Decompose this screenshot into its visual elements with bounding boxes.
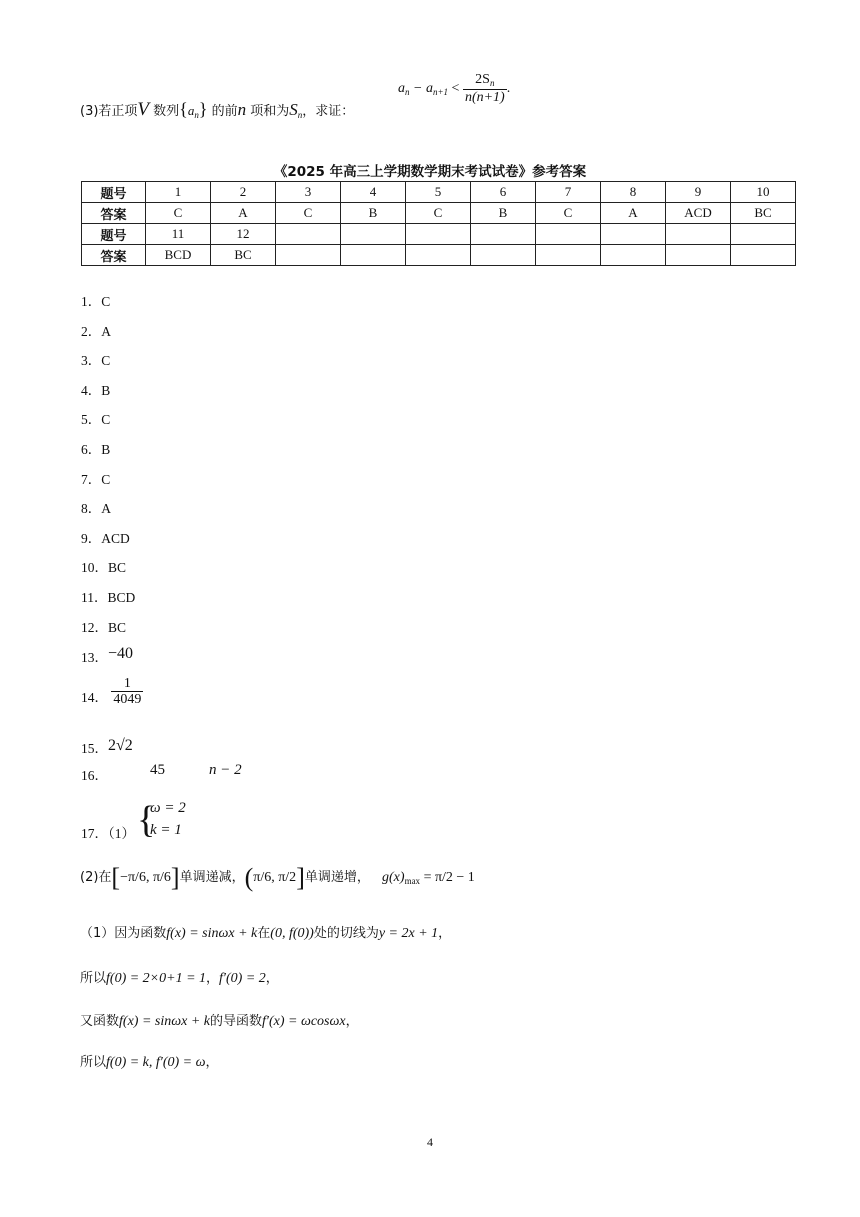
- table-cell: 11: [146, 224, 211, 245]
- table-cell: B: [341, 203, 406, 224]
- answer-number: 7．: [81, 471, 102, 487]
- answer-item: [81, 468, 110, 488]
- solution-line-2: 所以f(0) = 2×0+1 = 1，f′(0) = 2，: [80, 971, 279, 986]
- table-cell: [666, 245, 731, 266]
- q3-mid4: ，求证：: [302, 104, 355, 119]
- table-cell: BCD: [146, 245, 211, 266]
- q3-n: n: [237, 100, 247, 119]
- q3-mid1: 数列: [149, 104, 180, 119]
- table-cell: 8: [601, 182, 666, 203]
- answer-number: 12．: [81, 619, 108, 635]
- q3-mid2: 的前: [207, 104, 238, 119]
- table-cell: C: [406, 203, 471, 224]
- answer-value: C: [101, 412, 111, 428]
- table-cell: [406, 245, 471, 266]
- table-cell: [341, 224, 406, 245]
- answer-number: 8．: [81, 501, 102, 517]
- table-cell: 3: [276, 182, 341, 203]
- table-cell: [471, 245, 536, 266]
- answer-value: BCD: [107, 590, 136, 605]
- answer-number: 2．: [81, 323, 102, 339]
- table-row: [82, 182, 796, 203]
- answer-value: BC: [108, 560, 127, 576]
- q3-fraction: $\frac{2S_n}{n(n+1)}$: [464, 72, 505, 105]
- table-header-cell: 答案: [82, 245, 146, 266]
- answer-value: A: [101, 323, 111, 339]
- answer-item: [81, 349, 110, 369]
- q3-prefix: (3)若正项: [80, 104, 138, 119]
- answer-number: 11．: [81, 590, 108, 605]
- table-cell: 1: [146, 182, 211, 203]
- answer-17-part2: (2)在[−π/6, π/6]单调递减，(π/6, π/2]单调递增， $g(x)_{max} = \pi/2 - 1$: [80, 863, 475, 892]
- q3-S: $S_n$: [289, 100, 303, 120]
- answer-table: [81, 181, 796, 266]
- table-cell: 2: [211, 182, 276, 203]
- solution-line-1: （1）因为函数f(x) = sinωx + k在(0, f(0))处的切线为y = 2x + 1，: [80, 926, 452, 941]
- table-cell: 10: [731, 182, 796, 203]
- table-header-cell: 答案: [82, 203, 146, 224]
- answer-item: [81, 616, 126, 636]
- solution-line-4: 所以f(0) = k, f′(0) = ω，: [80, 1055, 219, 1070]
- answer-value: B: [101, 442, 111, 457]
- answer-value: C: [101, 294, 111, 309]
- table-cell: [601, 224, 666, 245]
- answer-value: A: [101, 501, 111, 517]
- answer-item: [81, 438, 110, 458]
- answer-item: [81, 320, 111, 340]
- answer-item: [81, 527, 130, 547]
- q3-V: V: [137, 99, 150, 120]
- q3-mid3: 项和为: [246, 104, 290, 119]
- q3-seq: $\{a_n\}$: [179, 99, 208, 120]
- solution-line-3: 又函数f(x) = sinωx + k的导函数f′(x) = ωcosωx，: [80, 1014, 359, 1029]
- answer-value: BC: [108, 619, 127, 635]
- table-row: [82, 224, 796, 245]
- answer-number: 6．: [81, 442, 102, 457]
- answer-value: C: [101, 353, 111, 369]
- table-cell: [731, 224, 796, 245]
- answer-table-title: 《2025 年高三上学期数学期末考试试卷》参考答案: [273, 164, 587, 180]
- table-cell: 12: [211, 224, 276, 245]
- table-cell: A: [601, 203, 666, 224]
- answer-number: 10．: [81, 560, 108, 576]
- table-row: [82, 203, 796, 224]
- answer-number: 9．: [81, 530, 102, 546]
- table-cell: B: [471, 203, 536, 224]
- answer-item: [81, 408, 110, 428]
- answer-item: [81, 497, 111, 517]
- table-cell: C: [536, 203, 601, 224]
- answer-number: 5．: [81, 412, 102, 428]
- answer-value: B: [101, 382, 111, 398]
- table-header-cell: 题号: [82, 224, 146, 245]
- answer-value: ACD: [101, 530, 130, 546]
- answer-item: [81, 586, 135, 606]
- question-3-line: [80, 88, 354, 130]
- answer-number: 3．: [81, 353, 102, 369]
- table-cell: [601, 245, 666, 266]
- table-cell: BC: [731, 203, 796, 224]
- table-cell: C: [146, 203, 211, 224]
- table-cell: [341, 245, 406, 266]
- table-cell: [276, 224, 341, 245]
- answer-item: [81, 379, 110, 399]
- answer-number: 4．: [81, 382, 102, 398]
- table-cell: [536, 245, 601, 266]
- table-cell: 4: [341, 182, 406, 203]
- table-cell: C: [276, 203, 341, 224]
- answer-15: 15．2√2: [81, 737, 133, 756]
- table-cell: BC: [211, 245, 276, 266]
- answer-value: C: [101, 471, 111, 487]
- table-cell: 5: [406, 182, 471, 203]
- answer-item: [81, 290, 110, 310]
- table-cell: [471, 224, 536, 245]
- table-cell: 9: [666, 182, 731, 203]
- table-cell: 7: [536, 182, 601, 203]
- table-cell: [276, 245, 341, 266]
- table-cell: [536, 224, 601, 245]
- answer-14: 14． $\frac{1}{4049}$: [81, 676, 142, 708]
- table-cell: [731, 245, 796, 266]
- table-cell: ACD: [666, 203, 731, 224]
- table-row: [82, 245, 796, 266]
- answer-13: 13．−40: [81, 645, 134, 665]
- answer-item: [81, 556, 126, 576]
- table-cell: A: [211, 203, 276, 224]
- table-cell: [666, 224, 731, 245]
- answer-number: 1．: [81, 294, 102, 309]
- answer-16: 16． 45 n − 2: [81, 762, 242, 783]
- page-number: 4: [427, 1135, 433, 1149]
- q3-inequality: $a_n - a_{n+1}$ < $\frac{2S_n}{n(n+1)}$ .: [398, 72, 511, 105]
- table-cell: 6: [471, 182, 536, 203]
- table-cell: [406, 224, 471, 245]
- table-header-cell: 题号: [82, 182, 146, 203]
